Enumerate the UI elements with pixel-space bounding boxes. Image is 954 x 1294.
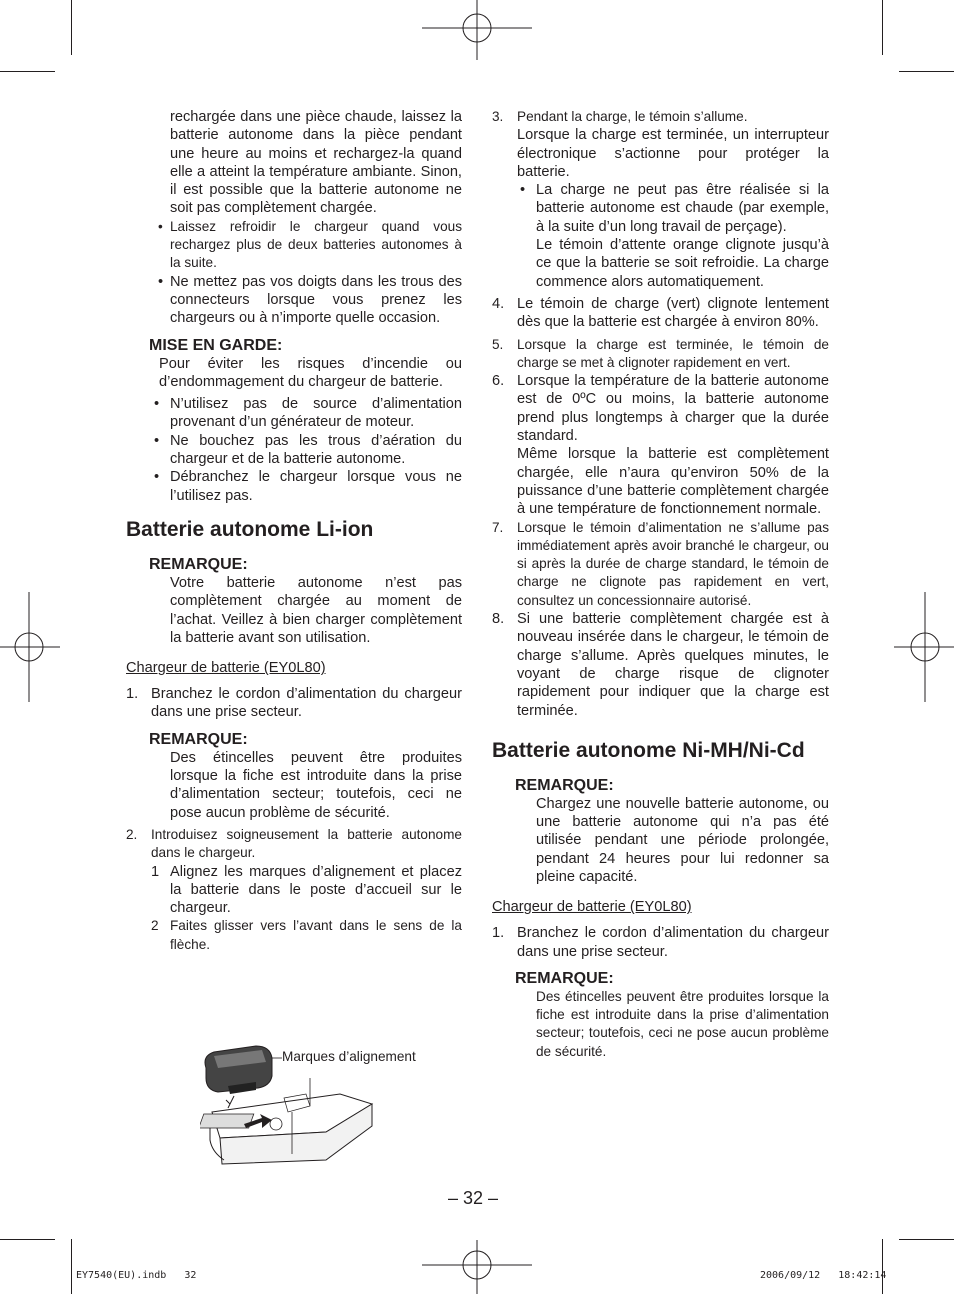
note-title: REMARQUE: (149, 555, 248, 573)
charger-heading: Chargeur de batterie (EY0L80) (492, 899, 692, 916)
charger-heading: Chargeur de batterie (EY0L80) (126, 660, 326, 677)
list-item: • Ne bouchez pas les trous d’aération du chargeur et de la batterie autonome. (154, 432, 462, 468)
step-1: 1. Branchez le cordon d’alimentation du chargeur dans une prise secteur. (492, 925, 829, 960)
registration-mark-icon (422, 1240, 532, 1294)
list-item: • Laissez refroidir le chargeur quand vous rechargez plus de deux batteries autonomes à la suite. (158, 218, 462, 271)
note-text: Votre batterie autonome n’est pas complètement chargée au moment de l’achat. Veillez à bien charger complètement la batterie avant son utilisation. (170, 574, 462, 646)
left-column (126, 108, 462, 954)
step-7: 7. Lorsque le témoin d’alimentation ne s’allume pas immédiatement après avoir branché le chargeur, ou si après la durée de charge standard, le témoin de charge ne clignote pas rapidement en vert, consultez un concessionnaire autorisé. (492, 519, 829, 608)
step-6: 6. Lorsque la température de la batterie autonome est de 0ºC ou moins, la batterie autonome prend plus longtemps à charger que la durée standard. (492, 373, 829, 445)
step-8: 8. Si une batterie complètement chargée est à nouveau insérée dans le chargeur, le témoin de charge s’allume. Après quelques minutes, le voyant de charge risque de clignoter rapidement pour indiquer que la charge est terminée. (492, 611, 829, 719)
list-item: • Débranchez le chargeur lorsque vous ne l’utilisez pas. (154, 469, 462, 504)
figure-label: Marques d’alignement (282, 1049, 416, 1064)
crop-mark (71, 1239, 72, 1294)
list-item: • N’utilisez pas de source d’alimentation provenant d’un générateur de moteur. (154, 396, 462, 431)
step-4: 4. Le témoin de charge (vert) clignote lentement dès que la batterie est chargée à environ 80%. (492, 295, 829, 331)
note-title: REMARQUE: (515, 969, 614, 987)
step-5: 5. Lorsque la charge est terminée, le témoin de charge se met à clignoter rapidement en vert. (492, 336, 829, 370)
intro-paragraph: rechargée dans une pièce chaude, laissez la batterie autonome dans la pièce pendant une heure au moins et rechargez-la quand elle a atteint la température ambiante. Sinon, il est possible que la batterie autonome ne soit pas complètement chargée. (170, 109, 462, 217)
crop-mark (882, 0, 883, 55)
registration-mark-icon (894, 592, 954, 702)
crop-mark (882, 1239, 883, 1294)
list-item: • Ne mettez pas vos doigts dans les trous des connecteurs lorsque vous prenez les chargeurs ou à n’importe quelle occasion. (158, 273, 462, 327)
crop-mark (71, 0, 72, 55)
footer-file-info: EY7540(EU).indb 32 (76, 1270, 197, 1281)
crop-mark (899, 1239, 954, 1240)
registration-mark-icon (0, 592, 60, 702)
crop-mark (0, 71, 55, 72)
page-number: – 32 – (448, 1188, 499, 1208)
substep-2: 2 Faites glisser vers l’avant dans le sens de la flèche. (151, 918, 462, 952)
step-1: 1. Branchez le cordon d’alimentation du chargeur dans une prise secteur. (126, 686, 462, 721)
note-text: Des étincelles peuvent être produites lorsque la fiche est introduite dans la prise d’alimentation secteur; toutefois, ceci ne pose aucun problème de sécurité. (536, 988, 829, 1059)
right-column (492, 108, 829, 1061)
footer-timestamp: 2006/09/12 18:42:14 (760, 1270, 887, 1281)
crop-mark (899, 71, 954, 72)
registration-mark-icon (422, 0, 532, 60)
step-6-detail: Même lorsque la batterie est complètement chargée, elle n’aura qu’environ 50% de la puissance d’une batterie complètement chargée à une température de fonctionnement normale. (517, 446, 829, 518)
note-text: Chargez une nouvelle batterie autonome, ou une batterie autonome qui n’a pas été utilisée pendant une période prolongée, pendant 24 heures pour lui redonner sa pleine capacité. (536, 795, 829, 885)
caution-title: MISE EN GARDE: (149, 336, 283, 354)
section-title-li-ion: Batterie autonome Li-ion (126, 517, 374, 541)
list-item: • La charge ne peut pas être réalisée si la batterie autonome est chaude (par exemple, à la suite d’un long travail de perçage). (520, 182, 829, 235)
step-3-detail: Lorsque la charge est terminée, un interrupteur électronique s’actionne pour protéger la batterie. (517, 127, 829, 180)
substep-1: 1 Alignez les marques d’alignement et placez la batterie dans le poste d’accueil sur le chargeur. (151, 863, 462, 917)
crop-mark (0, 1239, 55, 1240)
note-text: Des étincelles peuvent être produites lorsque la fiche est introduite dans la prise d’alimentation secteur; toutefois, ceci ne pose aucun problème de sécurité. (170, 749, 462, 821)
note-title: REMARQUE: (149, 730, 248, 748)
step-3-bullet-detail: Le témoin d’attente orange clignote jusqu’à ce que la batterie se soit refroidie. La charge commence alors automatiquement. (536, 237, 829, 290)
step-3: 3. Pendant la charge, le témoin s’allume. (492, 109, 748, 124)
note-title: REMARQUE: (515, 776, 614, 794)
caution-text: Pour éviter les risques d’incendie ou d’endommagement du chargeur de batterie. (159, 355, 462, 390)
section-title-ni-mh: Batterie autonome Ni-MH/Ni-Cd (492, 738, 805, 762)
step-2: 2. Introduisez soigneusement la batterie autonome dans le chargeur. (126, 826, 462, 861)
